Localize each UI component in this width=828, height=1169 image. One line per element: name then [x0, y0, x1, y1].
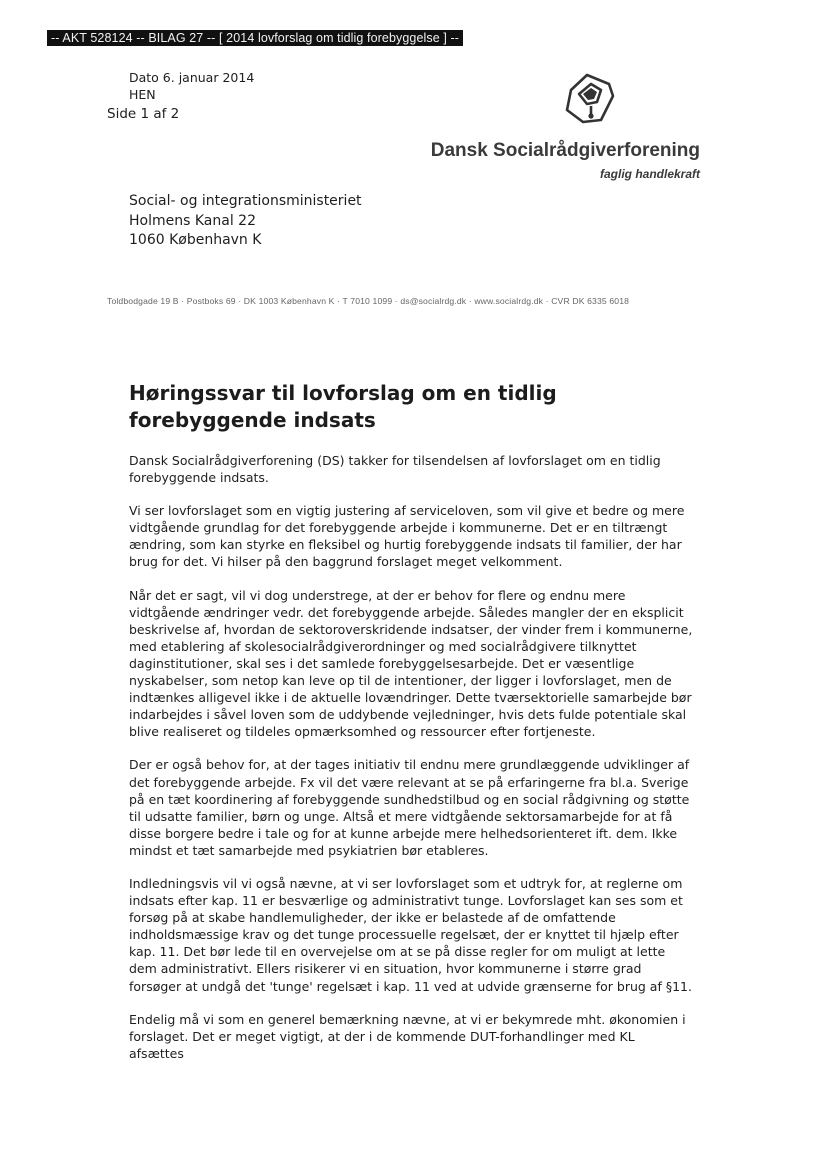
- body-paragraph: Indledningsvis vil vi også nævne, at vi ser lovforslaget som et udtryk for, at reglerne om indsats efter kap. 11 er besværlige og administrativt tunge. Lovforslaget kan ses som et forsøg på at skabe handlemuligheder, der ikke er belastede af de omfattende indholdsmæssige krav og det tunge processuelle regelsæt, der er knyttet til hjælp efter kap. 11. Det bør lede til en overvejelse om at se på disse regler for om muligt at lette dem administrativt. Ellers risikerer vi en situation, hvor kommunerne i større grad forsøger at undgå det 'tunge' regelsæt i kap. 11 ved at udvide grænserne for brug af §11.: [129, 875, 692, 994]
- recipient-name: Social- og integrationsministeriet: [129, 193, 362, 209]
- document-stamp: -- AKT 528124 -- BILAG 27 -- [ 2014 lovforslag om tidlig forebyggelse ] --: [47, 30, 463, 46]
- body-paragraph: Der er også behov for, at der tages initiativ til endnu mere grundlæggende udviklinger af det forebyggende arbejde. Fx vil det være relevant at se på erfaringerne fra bl.a. Sverige på en tæt koordinering af forebyggende sundhedstilbud og en social rådgivning og støtte til udsatte familier, børn og unge. Altså et mere vidtgående sektorsamarbejde for at få disse borgere bedre i tale og for at kunne arbejde mere helhedsorienteret ift. dem. Ikke mindst et tæt samarbejde med psykiatrien bør etableres.: [129, 757, 690, 858]
- organization-tagline: faglig handlekraft: [599, 167, 700, 181]
- recipient-street: Holmens Kanal 22: [129, 212, 256, 229]
- date-line: Dato 6. januar 2014: [129, 70, 255, 85]
- recipient-address: [129, 192, 362, 251]
- body-paragraph: Vi ser lovforslaget som en vigtig justering af serviceloven, som vil give et bedre og mere vidtgående grundlag for det forebyggende arbejde i kommunerne. Det er en tiltrængt ændring, som kan styrke en fleksibel og hurtig forebyggende indsats til familier, der har brug for det. Vi hilser på den baggrund forslaget meget velkomment.: [129, 503, 685, 570]
- body-paragraph: Når det er sagt, vil vi dog understrege, at der er behov for flere og endnu mere vidtgående ændringer vedr. det forebyggende arbejde. Således mangler der en eksplicit beskrivelse af, hvordan de sektoroverskridende indsatser, der vinder frem i kommunerne, med etablering af skolesocialrådgiverordninger og med socialrådgivere tilknyttet daginstitutioner, skal ses i det samlede forebyggelsesarbejde. Det er væsentlige nyskabelser, som netop kan leve op til de intentioner, der ligger i lovforslaget, men de indtænkes alligevel ikke i de aktuelle lovændringer. Dette tværsektorielle samarbejde bør indarbejdes i såvel loven som de uddybende vejledninger, hvis dets fulde potentiale skal blive realiseret og tildeles opmærksomhed og ressourcer efter fortjeneste.: [129, 587, 693, 740]
- initials: HEN: [129, 87, 156, 102]
- organization-contact-line: Toldbodgade 19 B · Postboks 69 · DK 1003 København K · T 7010 1099 · ds@socialrdg.dk · www.socialrdg.dk · CVR DK 6335 6018: [107, 296, 630, 306]
- organization-name: Dansk Socialrådgiverforening: [430, 140, 700, 161]
- ds-logo-icon: [561, 70, 617, 126]
- page-label: Side 1 af 2: [107, 106, 180, 122]
- document-title: Høringssvar til lovforslag om en tidlig forebyggende indsats: [129, 381, 557, 432]
- document-body: [129, 452, 693, 1078]
- body-paragraph: Endelig må vi som en generel bemærkning nævne, at vi er bekymrede mht. økonomien i forslaget. Det er meget vigtigt, at der i de kommende DUT-forhandlinger med KL afsættes: [129, 1011, 686, 1061]
- body-paragraph: Dansk Socialrådgiverforening (DS) takker for tilsendelsen af lovforslaget om en tidlig forebyggende indsats.: [129, 453, 661, 486]
- recipient-city: 1060 København K: [129, 232, 262, 248]
